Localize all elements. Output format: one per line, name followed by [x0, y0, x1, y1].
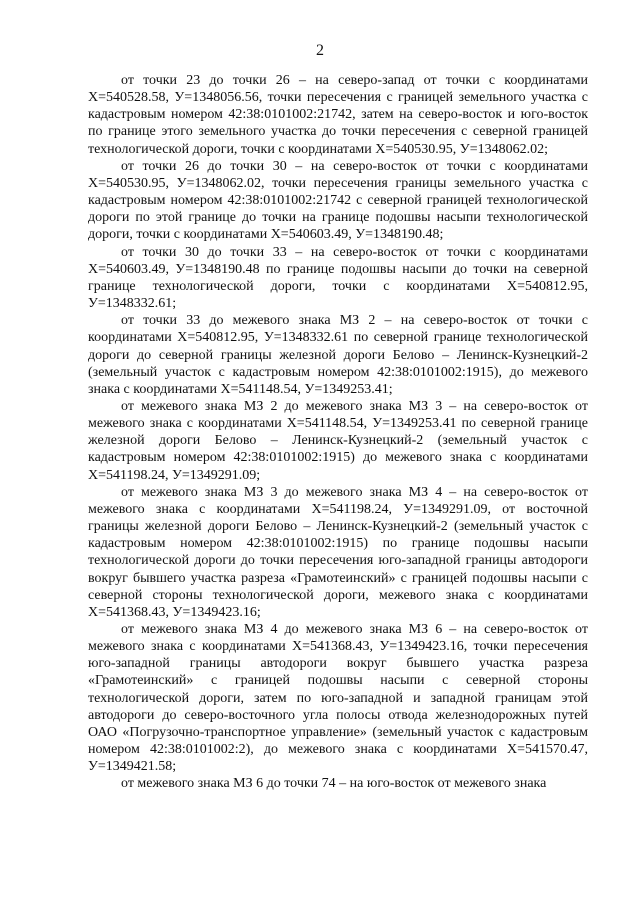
- paragraph: от межевого знака МЗ 3 до межевого знака МЗ 4 – на северо-восток от межевого знака с координатами X=541198.24, У=1349291.09, от восточной границы железной дороги Белово – Ленинск-Кузнецкий-2 (земельный участок с кадастровым номером 42:38:0101002:1915) по границе подошвы насыпи технологической дороги до точки пересечения юго-западной границы автодороги вокруг бывшего участка разреза «Грамотеинский» с границей подошвы насыпи с северной стороны технологической дороги, межевого знака с координатами X=541368.43, У=1349423.16;: [88, 484, 588, 620]
- page-number: 2: [316, 42, 324, 59]
- paragraph: от точки 26 до точки 30 – на северо-восток от точки с координатами X=540530.95, У=1348062.02, точки пересечения границы земельного участка с кадастровым номером 42:38:0101002:21742 с северной границей технологической дороги по этой границе до точки на границе подошвы насыпи технологической дороги, точки с координатами X=540603.49, У=1348190.48;: [88, 158, 588, 243]
- paragraph: от точки 23 до точки 26 – на северо-запад от точки с координатами X=540528.58, У=1348056.56, точки пересечения с границей земельного участка с кадастровым номером 42:38:0101002:21742, затем на северо-восток и юго-восток по границе этого земельного участка до точки пересечения с северной границей технологической дороги, точки с координатами X=540530.95, У=1348062.02;: [88, 73, 588, 157]
- paragraph: от межевого знака МЗ 6 до точки 74 – на юго-восток от межевого знака: [121, 776, 547, 792]
- paragraph: от межевого знака МЗ 2 до межевого знака МЗ 3 – на северо-восток от межевого знака с координатами X=541148.54, У=1349253.41 по северной границе железной дороги Белово – Ленинск-Кузнецкий-2 (земельный участок с кадастровым номером 42:38:0101002:1915) до межевого знака с координатами X=541198.24, У=1349291.09;: [88, 398, 588, 483]
- paragraph: от точки 33 до межевого знака МЗ 2 – на северо-восток от точки с координатами X=540812.95, У=1348332.61 по северной границе технологической дороги до северной границы железной дороги Белово – Ленинск-Кузнецкий-2 (земельный участок с кадастровым номером 42:38:0101002:1915), до межевого знака с координатами X=541148.54, У=1349253.41;: [88, 313, 588, 397]
- document-body: [88, 72, 588, 793]
- paragraph: от межевого знака МЗ 4 до межевого знака МЗ 6 – на северо-восток от межевого знака с координатами X=541368.43, У=1349423.16, точки пересечения юго-западной границы автодороги вокруг бывшего участка разреза «Грамотеинский» с границей подошвы насыпи с северной стороны технологической дороги, затем по юго-западной и западной границам этой автодороги до северо-восточного угла полосы отвода железнодорожных путей ОАО «Погрузочно-транспортное управление» (земельный участок с кадастровым номером 42:38:0101002:2), до межевого знака с координатами X=541570.47, У=1349421.58;: [88, 622, 588, 775]
- paragraph: от точки 30 до точки 33 – на северо-восток от точки с координатами X=540603.49, У=1348190.48 по границе подошвы насыпи до точки на северной границе технологической дороги, точки с координатами X=540812.95, У=1348332.61;: [88, 244, 588, 312]
